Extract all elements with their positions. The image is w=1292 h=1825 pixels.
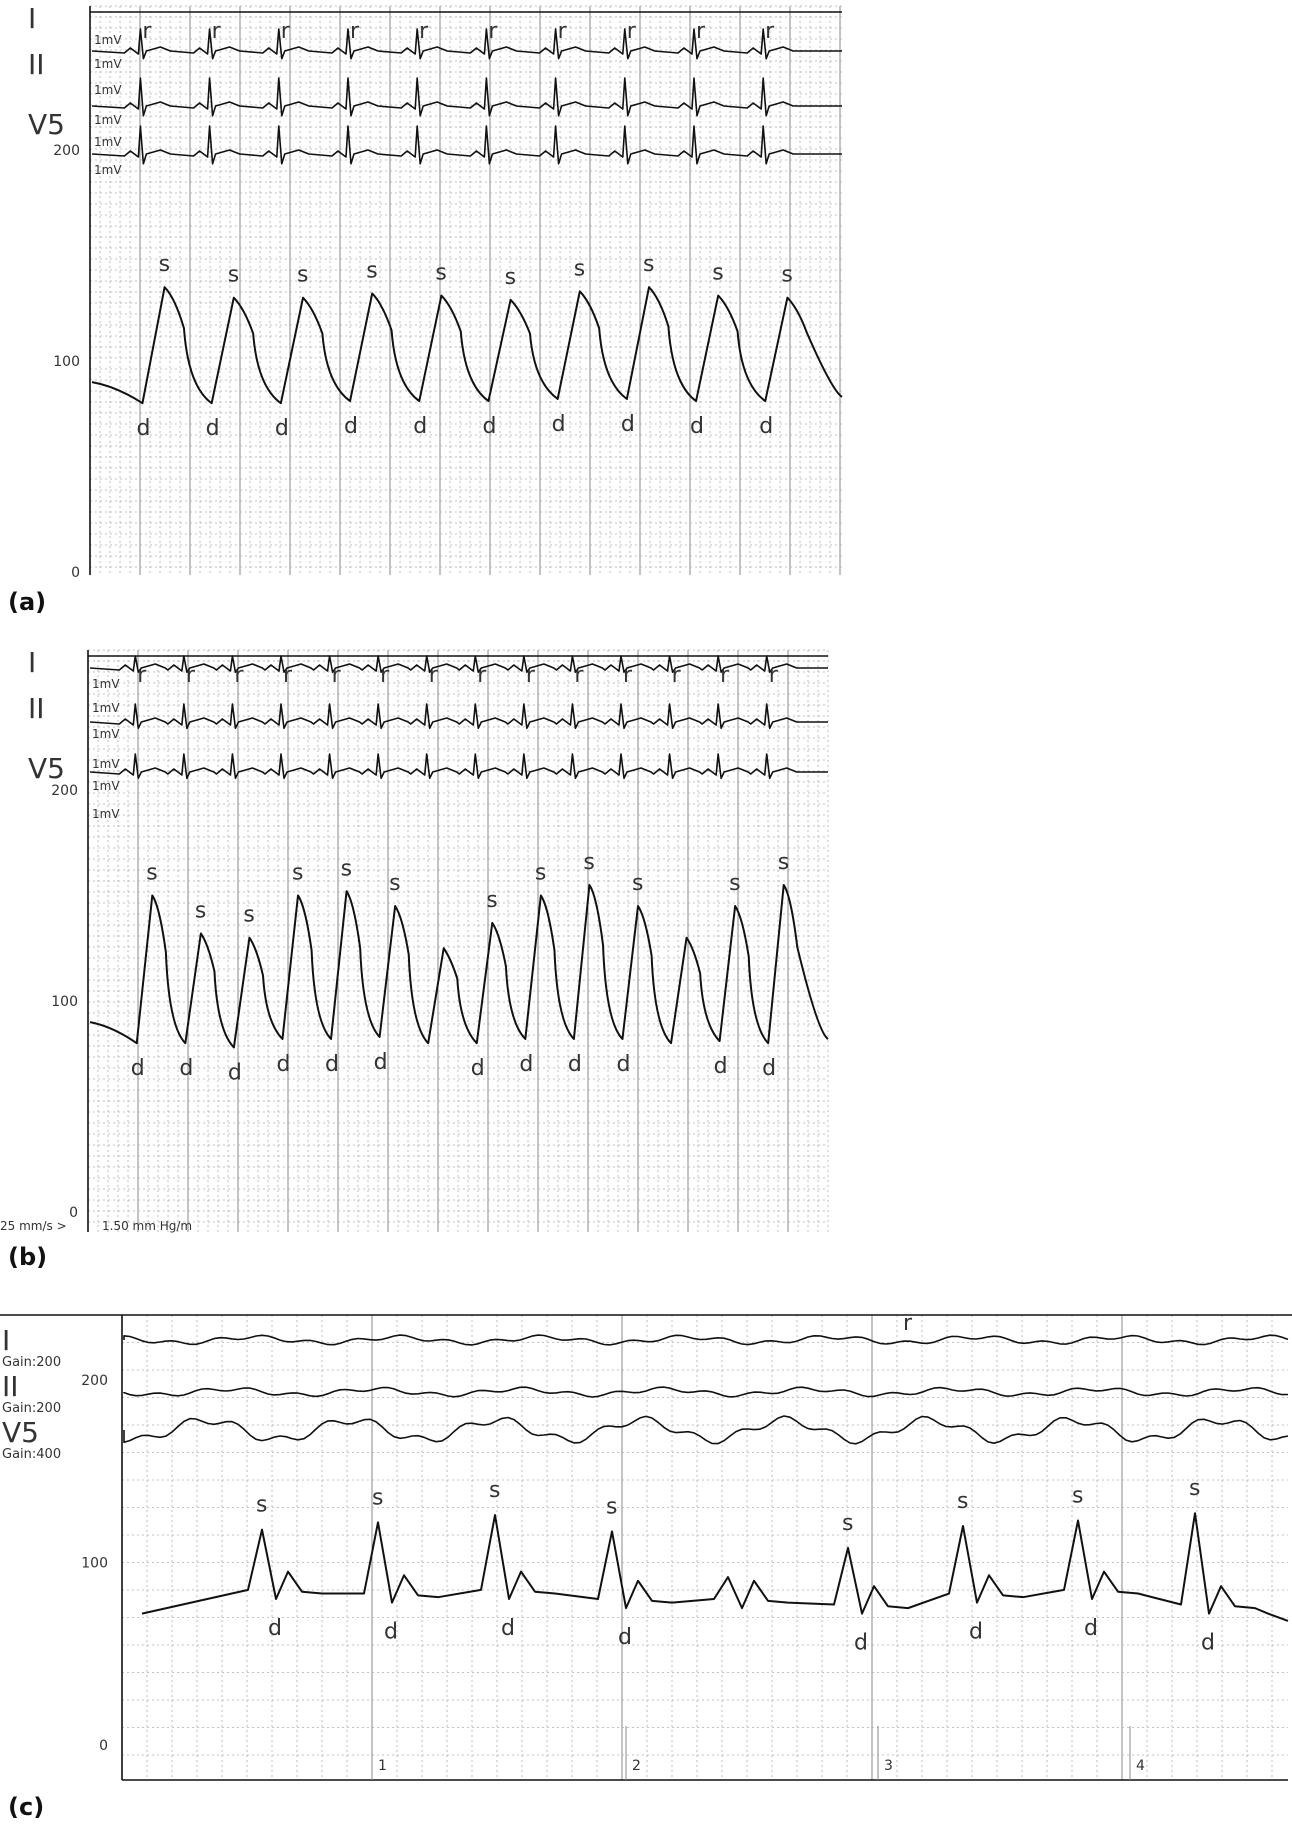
systolic-label: s xyxy=(573,256,586,282)
panel-a-tag: (a) xyxy=(8,588,47,616)
r-label: r xyxy=(283,663,293,688)
pressure-tick-200: 200 xyxy=(53,143,80,159)
time-marker-3: 3 xyxy=(884,1758,893,1774)
r-label: r xyxy=(234,663,244,688)
lead-label-1: II xyxy=(28,692,45,725)
diastolic-label: d xyxy=(274,416,289,442)
diastolic-label: d xyxy=(854,1630,868,1656)
gain-label-1: Gain:200 xyxy=(2,1401,62,1416)
ecg-trace-V5 xyxy=(90,754,828,778)
systolic-label: s xyxy=(957,1489,969,1514)
calibration-label-1: 1mV xyxy=(94,57,122,71)
grid-panel-a xyxy=(90,6,842,575)
panel-b xyxy=(0,646,828,1233)
ecg-trace-I xyxy=(90,656,828,672)
systolic-label: s xyxy=(643,252,655,278)
systolic-label: s xyxy=(435,260,447,286)
calibration-label-2: 1mV xyxy=(94,83,122,97)
r-label: r xyxy=(211,19,221,44)
r-label: r xyxy=(488,19,498,44)
r-label: r xyxy=(419,19,429,44)
systolic-label: s xyxy=(297,262,309,288)
diastolic-label: d xyxy=(969,1619,983,1645)
diastolic-label: d xyxy=(1084,1616,1098,1641)
ecg-trace-V5 xyxy=(124,1416,1288,1444)
pressure-tick-0: 0 xyxy=(69,1205,78,1221)
diastolic-label: d xyxy=(482,414,497,440)
pressure-trace xyxy=(92,287,842,403)
ecg-trace-V5 xyxy=(92,126,842,164)
diastolic-label: d xyxy=(276,1051,291,1077)
diastolic-label: d xyxy=(470,1056,485,1082)
r-label: r xyxy=(557,19,567,44)
pressure-tick-100: 100 xyxy=(81,1555,108,1572)
systolic-label: s xyxy=(712,260,724,286)
calibration-label-5: 1mV xyxy=(92,807,120,821)
time-marker-4: 4 xyxy=(1136,1758,1145,1774)
panel-c xyxy=(0,1311,1292,1780)
diastolic-label: d xyxy=(227,1060,242,1086)
systolic-label: s xyxy=(292,860,304,886)
r-label: r xyxy=(428,663,438,688)
r-label: r xyxy=(380,663,390,688)
lead-label-0: I xyxy=(2,1324,11,1357)
diastolic-label: d xyxy=(344,414,359,440)
calibration-label-5: 1mV xyxy=(94,163,122,177)
lead-label-1: II xyxy=(28,48,45,81)
diastolic-label: d xyxy=(268,1616,282,1641)
time-marker-2: 2 xyxy=(632,1758,641,1774)
grid-panel-c xyxy=(122,1315,1288,1780)
systolic-label: s xyxy=(243,902,255,928)
systolic-label: s xyxy=(842,1510,854,1536)
pressure-tick-0: 0 xyxy=(99,1738,108,1754)
calibration-label-2: 1mV xyxy=(92,727,120,741)
ecg-trace-I xyxy=(124,1335,1288,1345)
diastolic-label: d xyxy=(413,414,428,440)
systolic-label: s xyxy=(729,871,741,897)
r-label: r xyxy=(695,19,706,44)
systolic-label: s xyxy=(534,860,547,886)
calibration-label-4: 1mV xyxy=(94,135,122,149)
systolic-label: s xyxy=(504,264,517,290)
diastolic-label: d xyxy=(618,1625,632,1651)
diastolic-label: d xyxy=(519,1051,534,1077)
lead-label-2: V5 xyxy=(28,752,65,785)
systolic-label: s xyxy=(489,1478,501,1504)
systolic-label: s xyxy=(389,871,401,897)
diastolic-label: d xyxy=(384,1619,398,1645)
diastolic-label: d xyxy=(713,1054,728,1080)
diastolic-label: d xyxy=(179,1056,194,1082)
r-label: r xyxy=(331,663,341,688)
systolic-label: s xyxy=(366,258,378,284)
diastolic-label: d xyxy=(567,1051,582,1077)
r-label: r xyxy=(349,19,360,44)
lead-label-1: II xyxy=(2,1370,19,1403)
pressure-tick-100: 100 xyxy=(53,354,80,370)
diastolic-label: d xyxy=(762,1056,777,1082)
lead-label-2: V5 xyxy=(2,1416,39,1449)
r-label: r xyxy=(903,1311,913,1336)
systolic-label: s xyxy=(583,849,595,875)
diastolic-label: d xyxy=(373,1049,388,1075)
gain-label-2: Gain:400 xyxy=(2,1447,62,1462)
diastolic-label: d xyxy=(1201,1630,1215,1656)
systolic-label: s xyxy=(256,1492,268,1518)
diastolic-label: d xyxy=(136,416,151,442)
paper-speed-label: 25 mm/s > xyxy=(0,1219,67,1233)
systolic-label: s xyxy=(1072,1483,1084,1509)
scale-label: 1.50 mm Hg/m xyxy=(102,1219,193,1233)
diastolic-label: d xyxy=(690,414,705,440)
diastolic-label: d xyxy=(130,1056,145,1082)
gain-label-0: Gain:200 xyxy=(2,1355,62,1370)
calibration-label-3: 1mV xyxy=(92,757,120,771)
systolic-label: s xyxy=(158,252,171,278)
r-label: r xyxy=(720,663,730,688)
r-label: r xyxy=(574,663,584,688)
r-label: r xyxy=(137,663,147,688)
diastolic-label: d xyxy=(325,1051,339,1077)
systolic-label: s xyxy=(606,1494,618,1520)
calibration-label-1: 1mV xyxy=(92,701,120,715)
r-label: r xyxy=(623,663,633,688)
lead-label-0: I xyxy=(28,2,37,35)
panel-c-tag: (c) xyxy=(8,1793,45,1821)
diastolic-label: d xyxy=(501,1616,515,1641)
r-label: r xyxy=(185,663,195,688)
pressure-tick-200: 200 xyxy=(81,1373,108,1389)
calibration-label-4: 1mV xyxy=(92,779,120,793)
panel-b-tag: (b) xyxy=(8,1243,48,1271)
panel-a xyxy=(28,2,842,581)
systolic-label: s xyxy=(194,898,207,924)
systolic-label: s xyxy=(146,860,158,886)
ecg-trace-I xyxy=(92,29,842,59)
systolic-label: s xyxy=(486,887,498,913)
r-label: r xyxy=(477,663,487,688)
time-marker-1: 1 xyxy=(378,1758,387,1774)
calibration-label-3: 1mV xyxy=(94,113,122,127)
r-label: r xyxy=(765,19,775,44)
lead-label-2: V5 xyxy=(28,108,65,141)
diastolic-label: d xyxy=(551,411,566,437)
ecg-trace-II xyxy=(124,1387,1288,1397)
calibration-label-0: 1mV xyxy=(94,33,122,47)
systolic-label: s xyxy=(372,1485,384,1511)
pressure-tick-100: 100 xyxy=(51,994,78,1010)
systolic-label: s xyxy=(781,262,793,288)
r-label: r xyxy=(626,19,636,44)
pressure-trace xyxy=(142,1510,1288,1621)
systolic-label: s xyxy=(777,849,790,875)
diastolic-label: d xyxy=(759,414,774,440)
r-label: r xyxy=(525,663,535,688)
systolic-label: s xyxy=(1189,1476,1201,1502)
diastolic-label: d xyxy=(205,416,220,442)
pressure-tick-0: 0 xyxy=(71,565,80,581)
calibration-label-0: 1mV xyxy=(92,677,120,691)
r-label: r xyxy=(671,663,681,688)
r-label: r xyxy=(768,663,778,688)
systolic-label: s xyxy=(340,856,353,882)
diastolic-label: d xyxy=(620,411,635,437)
pressure-tick-200: 200 xyxy=(51,783,78,799)
lead-label-0: I xyxy=(28,646,37,679)
ecg-trace-II xyxy=(92,78,842,116)
systolic-label: s xyxy=(632,871,644,897)
systolic-label: s xyxy=(227,262,240,288)
r-label: r xyxy=(280,19,290,44)
diastolic-label: d xyxy=(616,1051,631,1077)
r-label: r xyxy=(142,19,152,44)
